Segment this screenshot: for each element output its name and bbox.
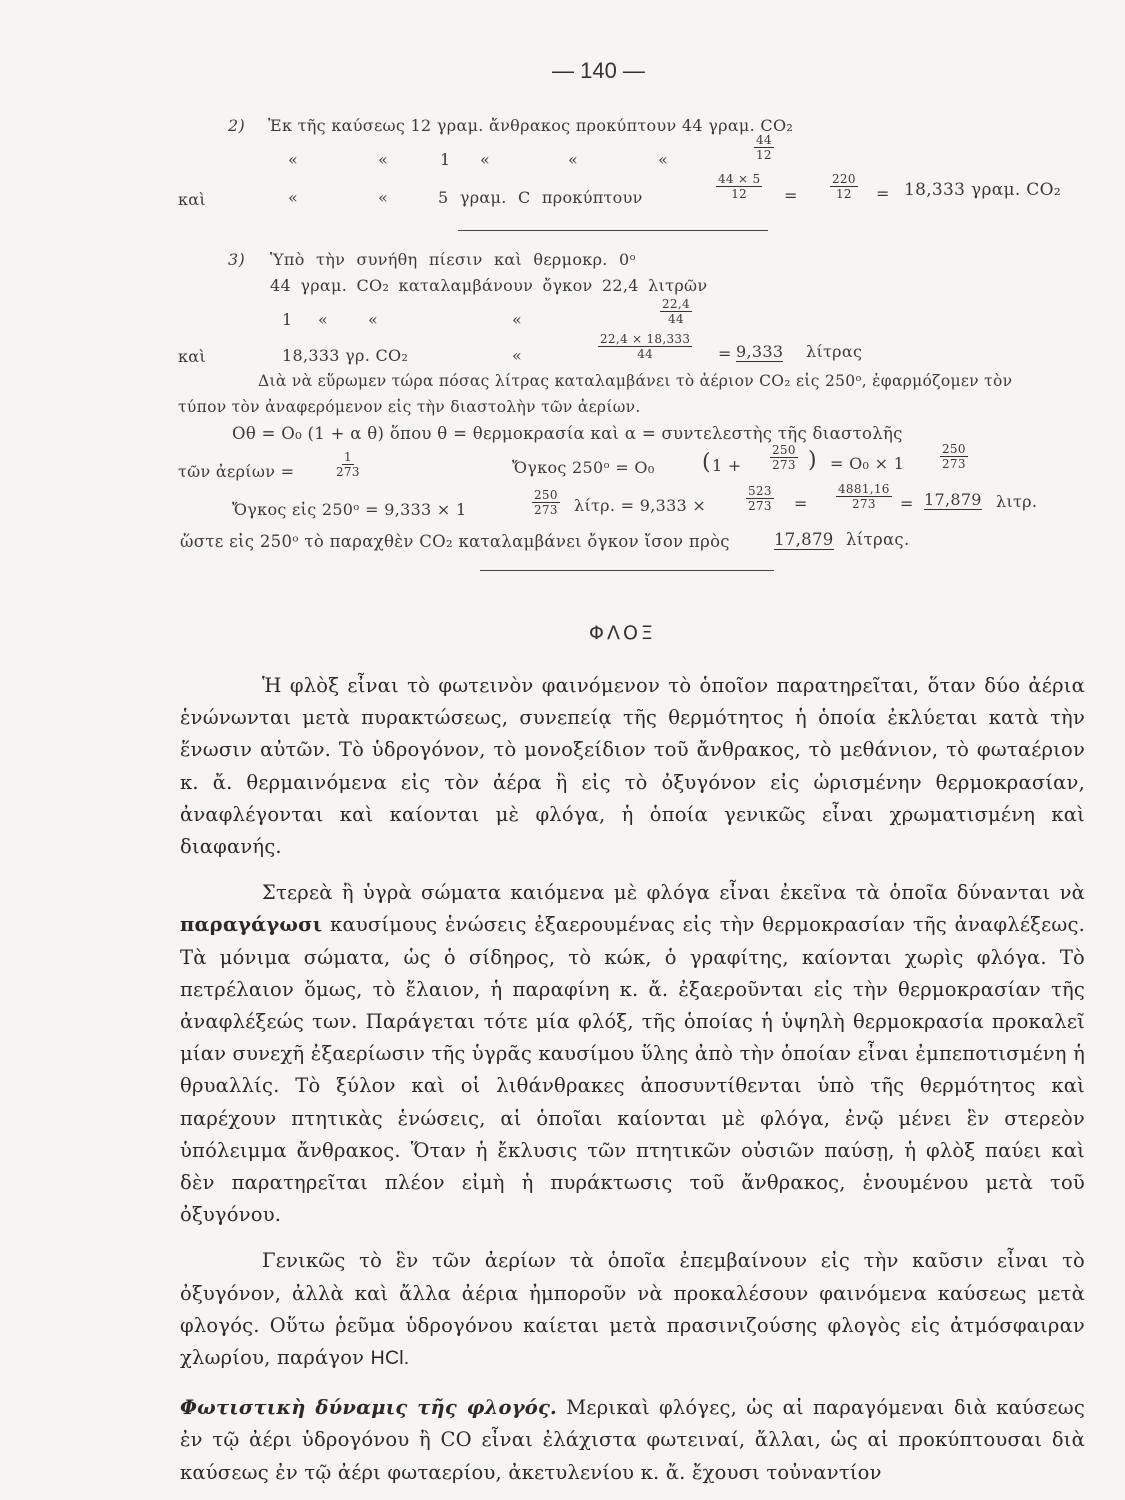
ditto-mark: «: [512, 310, 523, 329]
fraction-44-12: $\frac{44}{12}$: [756, 133, 772, 162]
volume-result: 17,879: [924, 490, 982, 509]
equals-sign: =: [794, 494, 808, 513]
example-3-text-1: Διὰ νὰ εὕρωμεν τώρα πόσας λίτρας καταλαμβάνει τὸ ἀέριον CO₂ εἰς 250ᵒ, ἐφαρμόζομεν τὸν: [258, 372, 1013, 390]
fraction-22.4x18.333-44: $\frac{22,4 \times 18,333}{44}$: [600, 332, 691, 361]
equals-sign: =: [876, 184, 890, 203]
fraction-4881.16-273: $\frac{4881,16}{273}$: [838, 482, 890, 511]
fraction-250-273-c: $\frac{250}{273}$: [534, 488, 558, 517]
final-unit: λίτρας.: [846, 530, 910, 549]
volume-calc-line: Ὄγκος εἰς 250ᵒ = 9,333 × 1: [232, 500, 467, 519]
example-3-line-1: Ὑπὸ τὴν συνήθη πίεσιν καὶ θερμοκρ. 0ᵒ: [270, 250, 636, 269]
example-3-line-4: 18,333 γρ. CO₂: [282, 346, 409, 365]
aerion-label: τῶν ἀερίων =: [178, 462, 295, 481]
equals-sign: =: [784, 186, 798, 205]
separator-rule: [480, 570, 774, 571]
final-value: 17,879: [774, 530, 834, 549]
quantity-one: 1: [282, 310, 293, 329]
fraction-22.4-44: $\frac{22,4}{44}$: [662, 297, 690, 326]
fraction-220-12: $\frac{220}{12}$: [832, 172, 856, 201]
paragraph-heading: Φωτιστικὴ δύναμις τῆς φλογός.: [180, 1396, 558, 1420]
ditto-mark: «: [480, 150, 491, 169]
kai-word: καὶ: [178, 347, 206, 366]
example-3-text-2: τύπον τὸν ἀναφερόμενον εἰς τὴν διαστολὴν τῶν ἀερίων.: [178, 398, 641, 416]
fraction-44x5-12: $\frac{44 \times 5}{12}$: [718, 172, 761, 201]
ditto-mark: «: [288, 150, 299, 169]
quantity-one: 1: [440, 150, 451, 169]
example-2-result: 18,333 γραμ. CO₂: [904, 180, 1061, 200]
ditto-mark: «: [288, 188, 299, 207]
ditto-mark: «: [378, 188, 389, 207]
fraction-250-273-b: $\frac{250}{273}$: [942, 442, 966, 471]
example-3-result: 9,333: [736, 342, 784, 361]
paragraph: Γενικῶς τὸ ἓν τῶν ἀερίων τὰ ὁποῖα ἐπεμβαίνουν εἰς τὴν καῦσιν εἶναι τὸ ὀξυγόνον, ἀλλὰ καὶ ἄλλα ἀέρια ἠμποροῦν νὰ προκαλέσουν φαινόμενα καύσεως μετὰ φλογός. Οὕτω ῥεῦμα ὑδρογόνου καίεται μετὰ πρασινιζούσης φλογὸς εἰς ἀτμόσφαιραν χλωρίου, παράγον HCl.: [180, 1249, 1085, 1370]
equals-sign: =: [718, 344, 732, 363]
equals-o-times: = O₀ × 1: [830, 454, 905, 473]
section-title: ΦΛΟΞ: [589, 622, 656, 644]
volume-unit: λιτρ.: [996, 492, 1038, 511]
equals-sign: =: [900, 494, 914, 513]
paragraph: Ἡ φλὸξ εἶναι τὸ φωτεινὸν φαινόμενον τὸ ὁποῖον παρατηρεῖται, ὅταν δύο ἀέρια ἑνώνωνται μετὰ πυρακτώσεως, συνεπείᾳ τῆς θερμότητος ἡ ὁποία ἐκλύεται κατὰ τὴν ἕνωσιν αὐτῶν. Τὸ ὑδρογόνον, τὸ μονοξείδιον τοῦ ἄνθρακος, τὸ μεθάνιον, τὸ φωταέριον κ. ἄ. θερμαινόμενα εἰς τὸν ἀέρα ἢ εἰς τὸ ὀξυγόνον εἰς ὡρισμένην θερμοκρασίαν, ἀναφλέγονται καὶ καίονται μὲ φλόγα, ἡ ὁποία γενικῶς εἶναι χρωματισμένη καὶ διαφανής.: [180, 674, 1085, 859]
page-number: — 140 —: [552, 58, 645, 83]
example-2-number: 2): [228, 116, 246, 135]
ditto-mark: «: [368, 310, 379, 329]
ditto-mark: «: [512, 346, 523, 365]
example-2-line-3: 5 γραμ. C προκύπτουν: [438, 188, 643, 207]
separator-rule: [458, 230, 768, 231]
fraction-250-273: $\frac{250}{273}$: [772, 443, 796, 472]
volume-calc-mid: λίτρ. = 9,333 ×: [574, 496, 707, 515]
paren-open: (: [702, 450, 711, 475]
example-3-line-2: 44 γραμ. CO₂ καταλαμβάνουν ὄγκον 22,4 λιτρῶν: [270, 276, 708, 295]
expansion-formula: Oθ = O₀ (1 + α θ) ὅπου θ = θερμοκρασία καὶ α = συντελεστὴς τῆς διαστολῆς: [232, 424, 903, 443]
volume-250-formula: Ὄγκος 250ᵒ = O₀: [512, 458, 655, 477]
ditto-mark: «: [658, 150, 669, 169]
paragraph: Στερεὰ ἢ ὑγρὰ σώματα καιόμενα μὲ φλόγα εἶναι ἐκεῖνα τὰ ὁποῖα δύνανται νὰ παραγάγωσι καυσίμους ἑνώσεις ἐξαερουμένας εἰς τὴν θερμοκρασίαν τῆς ἀναφλέξεως. Τὰ μόνιμα σώματα, ὡς ὁ σίδηρος, τὸ κώκ, ὁ γραφίτης, καίονται χωρὶς φλόγα. Τὸ πετρέλαιον ὅμως, τὸ ἔλαιον, ἡ παραφίνη κ. ἄ. ἐξαεροῦνται εἰς τὴν θερμοκρασίαν τῆς ἀναφλέξεώς των. Παράγεται τότε μία φλόξ, τῆς ὁποίας ἡ ὑψηλὴ θερμοκρασία προκαλεῖ μίαν συνεχῆ ἐξαερίωσιν τῆς ὑγρᾶς καυσίμου ὕλης ἀπὸ τὴν ὁποίαν εἶναι ἐμπεποτισμένη ἡ θρυαλλίς. Τὸ ξύλον καὶ οἱ λιθάνθρακες ἀποσυντίθενται ὑπὸ τῆς θερμότητος καὶ παρέχουν πτητικὰς ἑνώσεις, αἱ ὁποῖαι καίονται μὲ φλόγα, ἐνῷ μένει ἓν στερεὸν ὑπόλειμμα ἄνθρακος. Ὅταν ἡ ἔκλυσις τῶν πτητικῶν οὐσιῶν παύσῃ, ἡ φλὸξ παύει καὶ δὲν παρατηρεῖται πλέον εἰμὴ ἡ πυράκτωσις τοῦ ἄνθρακος, ἑνουμένου μετὰ τοῦ ὀξυγόνου.: [180, 881, 1085, 1227]
paragraph: Φωτιστικὴ δύναμις τῆς φλογός. Μερικαὶ φλόγες, ὡς αἱ παραγόμεναι διὰ καύσεως ἐν τῷ ἀέρι ὑδρογόνου ἢ CO εἶναι ἐλάχιστα φωτειναί, ἄλλαι, ὡς αἱ προκύπτουσαι διὰ καύσεως ἐν τῷ ἀέρι φωταερίου, ἀκετυλενίου κ. ἄ. ἔχουσι τοὐναντίον: [180, 1396, 1086, 1484]
ditto-mark: «: [318, 310, 329, 329]
one-plus: 1 +: [712, 456, 742, 475]
body-text: [180, 670, 1085, 1489]
example-3-unit: λίτρας: [806, 342, 863, 361]
final-statement: ὥστε εἰς 250ᵒ τὸ παραχθὲν CO₂ καταλαμβάνει ὄγκον ἴσον πρὸς: [180, 532, 730, 551]
example-3-number: 3): [228, 250, 246, 269]
ditto-mark: «: [568, 150, 579, 169]
ditto-mark: «: [378, 150, 389, 169]
fraction-523-273: $\frac{523}{273}$: [748, 484, 772, 513]
kai-word: καὶ: [178, 190, 206, 209]
example-2-line-1: Ἐκ τῆς καύσεως 12 γραμ. ἄνθρακος προκύπτουν 44 γραμ. CO₂: [268, 116, 794, 135]
paren-close: ): [808, 448, 817, 473]
fraction-1-273: $\frac{1}{273}$: [336, 450, 360, 479]
